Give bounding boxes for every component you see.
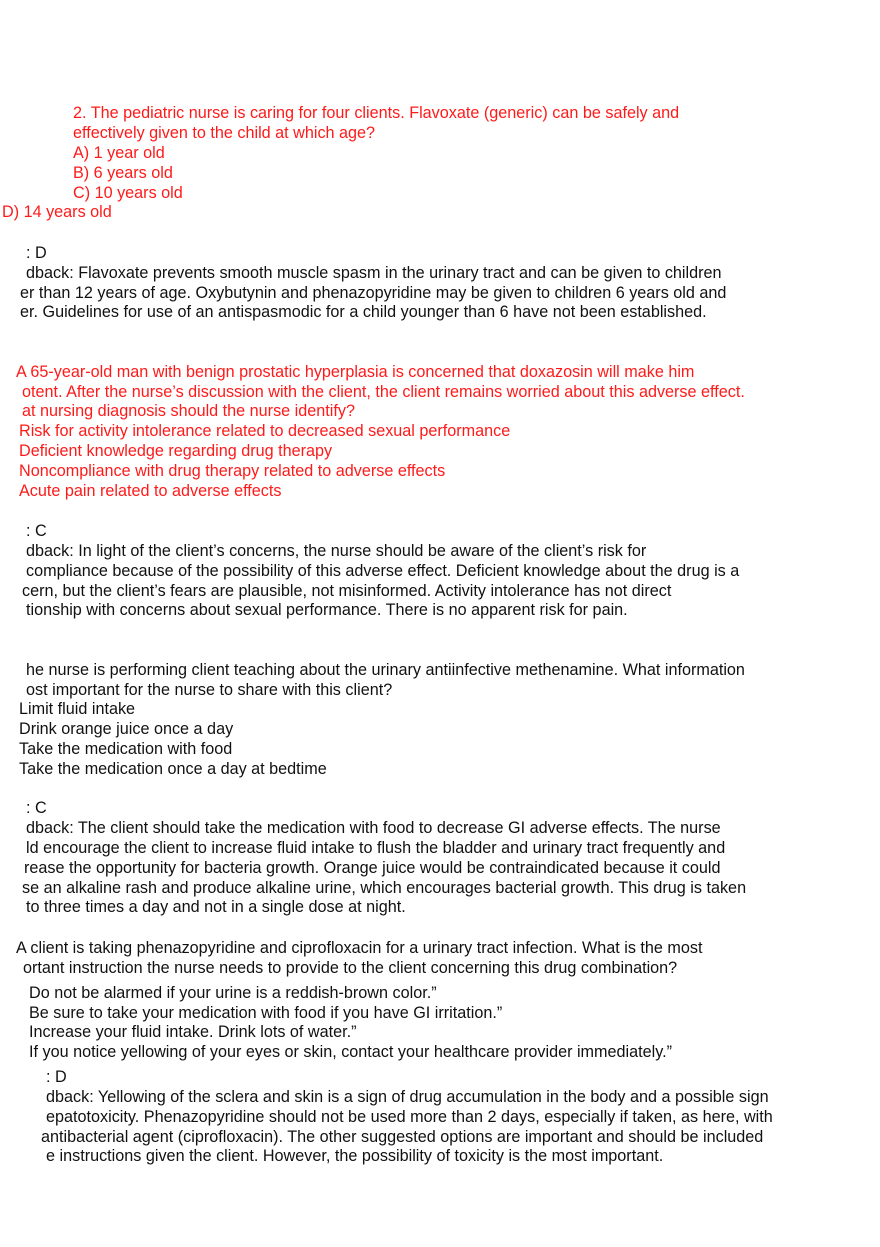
q3-option-a: Limit fluid intake [19, 700, 136, 718]
q3-feedback-line-4: se an alkaline rash and produce alkaline urine, which encourages bacterial growth. This drug is taken [22, 879, 747, 897]
q2-option-d: Acute pain related to adverse effects [19, 482, 282, 500]
q1-feedback-line-1: dback: Flavoxate prevents smooth muscle spasm in the urinary tract and can be given to children [26, 264, 722, 282]
q2-feedback-line-2: compliance because of the possibility of this adverse effect. Deficient knowledge about the drug is a [26, 562, 740, 580]
q4-option-c: Increase your fluid intake. Drink lots of water.” [29, 1023, 357, 1041]
q4-feedback-line-3: antibacterial agent (ciprofloxacin). The other suggested options are important and should be included [41, 1128, 764, 1146]
q4-feedback-line-1: dback: Yellowing of the sclera and skin is a sign of drug accumulation in the body and a possible sign [46, 1088, 769, 1106]
q1-option-a: A) 1 year old [73, 144, 165, 162]
q1-option-d: D) 14 years old [2, 203, 112, 221]
q3-feedback-line-3: rease the opportunity for bacteria growth. Orange juice would be contraindicated because it could [24, 859, 721, 877]
q1-answer: : D [26, 244, 47, 262]
q1-feedback-line-2: er than 12 years of age. Oxybutynin and phenazopyridine may be given to children 6 years old and [20, 284, 727, 302]
q2-stem-line-2: otent. After the nurse’s discussion with the client, the client remains worried about this adverse effect. [22, 383, 745, 401]
q4-stem-line-1: A client is taking phenazopyridine and ciprofloxacin for a urinary tract infection. What is the most [16, 939, 703, 957]
q1-stem-line-1: 2. The pediatric nurse is caring for four clients. Flavoxate (generic) can be safely and [73, 104, 680, 122]
q4-stem-line-2: ortant instruction the nurse needs to provide to the client concerning this drug combination? [23, 959, 678, 977]
q4-option-b: Be sure to take your medication with food if you have GI irritation.” [29, 1004, 503, 1022]
q4-feedback-line-2: epatotoxicity. Phenazopyridine should not be used more than 2 days, especially if taken, as here, with [46, 1108, 773, 1126]
q3-feedback-line-5: to three times a day and not in a single dose at night. [26, 898, 406, 916]
q2-stem-line-1: A 65-year-old man with benign prostatic hyperplasia is concerned that doxazosin will make him [16, 363, 695, 381]
q2-feedback-line-4: tionship with concerns about sexual performance. There is no apparent risk for pain. [26, 601, 628, 619]
q3-option-c: Take the medication with food [19, 740, 233, 758]
q3-option-b: Drink orange juice once a day [19, 720, 234, 738]
q3-stem-line-1: he nurse is performing client teaching about the urinary antiinfective methenamine. What information [26, 661, 745, 679]
q3-answer: : C [26, 799, 47, 817]
q2-option-b: Deficient knowledge regarding drug therapy [19, 442, 333, 460]
q1-option-c: C) 10 years old [73, 184, 183, 202]
q3-stem-line-2: ost important for the nurse to share with this client? [26, 681, 393, 699]
q4-option-a: Do not be alarmed if your urine is a reddish-brown color.” [29, 984, 437, 1002]
q2-option-a: Risk for activity intolerance related to decreased sexual performance [19, 422, 511, 440]
q3-feedback-line-1: dback: The client should take the medication with food to decrease GI adverse effects. The nurse [26, 819, 721, 837]
q3-feedback-line-2: ld encourage the client to increase fluid intake to flush the bladder and urinary tract frequently and [26, 839, 726, 857]
q4-feedback-line-4: e instructions given the client. However, the possibility of toxicity is the most important. [46, 1147, 664, 1165]
q2-option-c: Noncompliance with drug therapy related to adverse effects [19, 462, 446, 480]
q4-option-d: If you notice yellowing of your eyes or skin, contact your healthcare provider immediately.” [29, 1043, 673, 1061]
q2-feedback-line-1: dback: In light of the client’s concerns, the nurse should be aware of the client’s risk for [26, 542, 647, 560]
q1-option-b: B) 6 years old [73, 164, 173, 182]
q2-stem-line-3: at nursing diagnosis should the nurse identify? [22, 402, 355, 420]
q2-answer: : C [26, 522, 47, 540]
q1-stem-line-2: effectively given to the child at which age? [73, 124, 376, 142]
q3-option-d: Take the medication once a day at bedtime [19, 760, 327, 778]
q4-answer: : D [46, 1068, 67, 1086]
q1-feedback-line-3: er. Guidelines for use of an antispasmodic for a child younger than 6 have not been established. [20, 303, 707, 321]
q2-feedback-line-3: cern, but the client’s fears are plausible, not misinformed. Activity intolerance has not direct [22, 582, 672, 600]
